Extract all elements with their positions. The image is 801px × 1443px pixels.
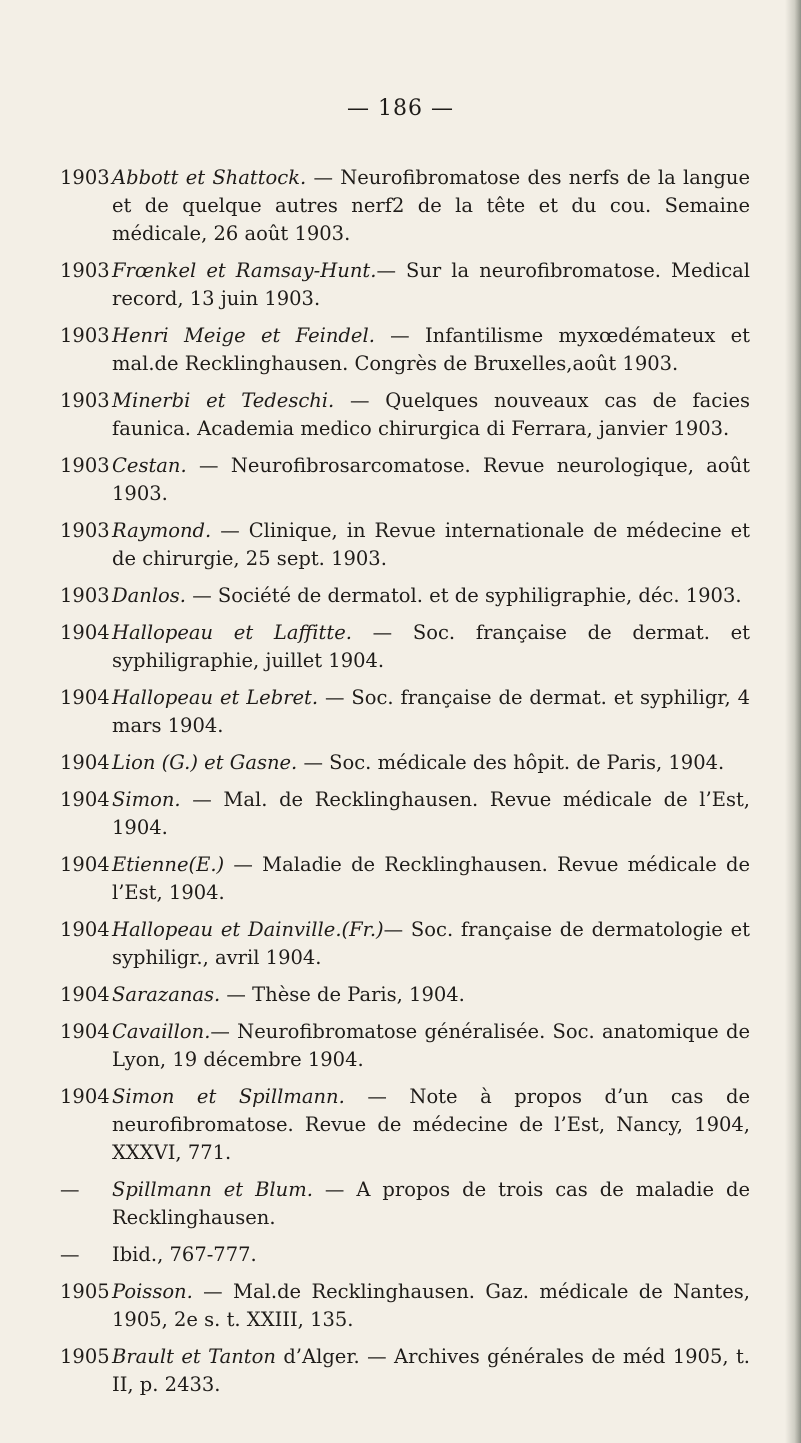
entry-text: — Note à propos d’un cas de neurofibromatose. Revue de médecine de l’Est, Nancy, 1904, XXXVI, 771.: [112, 1085, 750, 1164]
entry-year: 1905: [60, 1280, 110, 1303]
bibliography-entry: [60, 1241, 750, 1269]
entry-text: — Clinique, in Revue internationale de médecine et de chirurgie, 25 sept. 1903.: [112, 519, 750, 570]
bibliography-entry: [60, 164, 750, 248]
entry-authors: Hallopeau et Dainville.(Fr.): [112, 918, 384, 941]
bibliography-entry: [60, 684, 750, 740]
bibliography-entry: [60, 517, 750, 573]
entry-year: —: [60, 1178, 80, 1201]
bibliography-entry: [60, 916, 750, 972]
entry-authors: Abbott et Shattock.: [112, 166, 307, 189]
bibliography-entry: [60, 1018, 750, 1074]
entry-authors: Brault et Tanton: [112, 1345, 276, 1368]
entry-year: 1904: [60, 751, 110, 774]
entry-year: 1903: [60, 166, 110, 189]
entry-year: 1904: [60, 686, 110, 709]
entry-year: 1904: [60, 788, 110, 811]
page-edge-shadow: [785, 0, 801, 1443]
entry-year: 1904: [60, 853, 110, 876]
entry-text: — A propos de trois cas de maladie de Recklinghausen.: [112, 1178, 750, 1229]
entry-authors: Poisson.: [112, 1280, 193, 1303]
bibliography-entry: [60, 851, 750, 907]
bibliography-entry: [60, 1343, 750, 1399]
entry-year: 1904: [60, 1085, 110, 1108]
bibliography-entry: [60, 619, 750, 675]
entry-year: 1903: [60, 389, 110, 412]
entry-authors: Sarazanas.: [112, 983, 221, 1006]
bibliography-list: [60, 164, 750, 1408]
entry-year: 1903: [60, 324, 110, 347]
entry-authors: Hallopeau et Laffitte.: [112, 621, 352, 644]
entry-authors: Henri Meige et Feindel.: [112, 324, 375, 347]
entry-authors: Etienne(E.): [112, 853, 225, 876]
page-number: — 186 —: [347, 96, 454, 121]
entry-text: — Neurofibromatose généralisée. Soc. anatomique de Lyon, 19 décembre 1904.: [112, 1020, 750, 1071]
entry-text: — Sur la neurofibromatose. Medical record, 13 juin 1903.: [112, 259, 750, 310]
entry-text: — Neurofibrosarcomatose. Revue neurologique, août 1903.: [112, 454, 750, 505]
entry-authors: Simon et Spillmann.: [112, 1085, 345, 1108]
entry-authors: Cestan.: [112, 454, 187, 477]
entry-year: 1904: [60, 983, 110, 1006]
bibliography-entry: [60, 981, 750, 1009]
entry-text: — Société de dermatol. et de syphiligraphie, déc. 1903.: [186, 584, 742, 607]
entry-text: — Mal.de Recklinghausen. Gaz. médicale de Nantes, 1905, 2e s. t. XXIII, 135.: [112, 1280, 750, 1331]
bibliography-entry: [60, 257, 750, 313]
entry-text: d’Alger. — Archives générales de méd 1905, t. II, p. 2433.: [112, 1345, 751, 1396]
bibliography-entry: [60, 749, 750, 777]
bibliography-entry: [60, 1278, 750, 1334]
entry-authors: Cavaillon.: [112, 1020, 211, 1043]
entry-text: — Soc. française de dermat. et syphiligraphie, juillet 1904.: [112, 621, 750, 672]
entry-text: — Soc. française de dermatologie et syphiligr., avril 1904.: [112, 918, 751, 969]
entry-text: — Neurofibromatose des nerfs de la langue et de quelque autres nerf2 de la tête et du cou. Semaine médicale, 26 août 1903.: [112, 166, 750, 245]
entry-text: Ibid., 767-777.: [112, 1243, 257, 1266]
entry-text: — Soc. française de dermat. et syphiligr, 4 mars 1904.: [112, 686, 750, 737]
bibliography-entry: [60, 1083, 750, 1167]
entry-authors: Simon.: [112, 788, 181, 811]
bibliography-entry: [60, 786, 750, 842]
entry-authors: Danlos.: [112, 584, 187, 607]
entry-year: 1904: [60, 918, 110, 941]
entry-authors: Spillmann et Blum.: [112, 1178, 313, 1201]
bibliography-entry: [60, 452, 750, 508]
entry-text: — Thèse de Paris, 1904.: [220, 983, 465, 1006]
entry-authors: Hallopeau et Lebret.: [112, 686, 319, 709]
entry-authors: Lion (G.) et Gasne.: [112, 751, 298, 774]
bibliography-entry: [60, 1176, 750, 1232]
entry-year: 1903: [60, 519, 110, 542]
entry-authors: Minerbi et Tedeschi.: [112, 389, 335, 412]
entry-authors: Frœnkel et Ramsay-Hunt.: [112, 259, 377, 282]
entry-year: 1903: [60, 454, 110, 477]
bibliography-entry: [60, 322, 750, 378]
entry-text: — Mal. de Recklinghausen. Revue médicale de l’Est, 1904.: [112, 788, 750, 839]
entry-text: — Infantilisme myxœdémateux et mal.de Recklinghausen. Congrès de Bruxelles,août 1903.: [112, 324, 750, 375]
bibliography-entry: [60, 387, 750, 443]
entry-year: —: [60, 1243, 80, 1266]
entry-year: 1905: [60, 1345, 110, 1368]
entry-year: 1903: [60, 584, 110, 607]
entry-text: — Maladie de Recklinghausen. Revue médicale de l’Est, 1904.: [112, 853, 750, 904]
entry-year: 1903: [60, 259, 110, 282]
entry-year: 1904: [60, 621, 110, 644]
entry-year: 1904: [60, 1020, 110, 1043]
entry-authors: Raymond.: [112, 519, 212, 542]
bibliography-entry: [60, 582, 750, 610]
entry-text: — Quelques nouveaux cas de facies faunica. Academia medico chirurgica di Ferrara, janvier 1903.: [112, 389, 751, 440]
entry-text: — Soc. médicale des hôpit. de Paris, 1904.: [297, 751, 725, 774]
